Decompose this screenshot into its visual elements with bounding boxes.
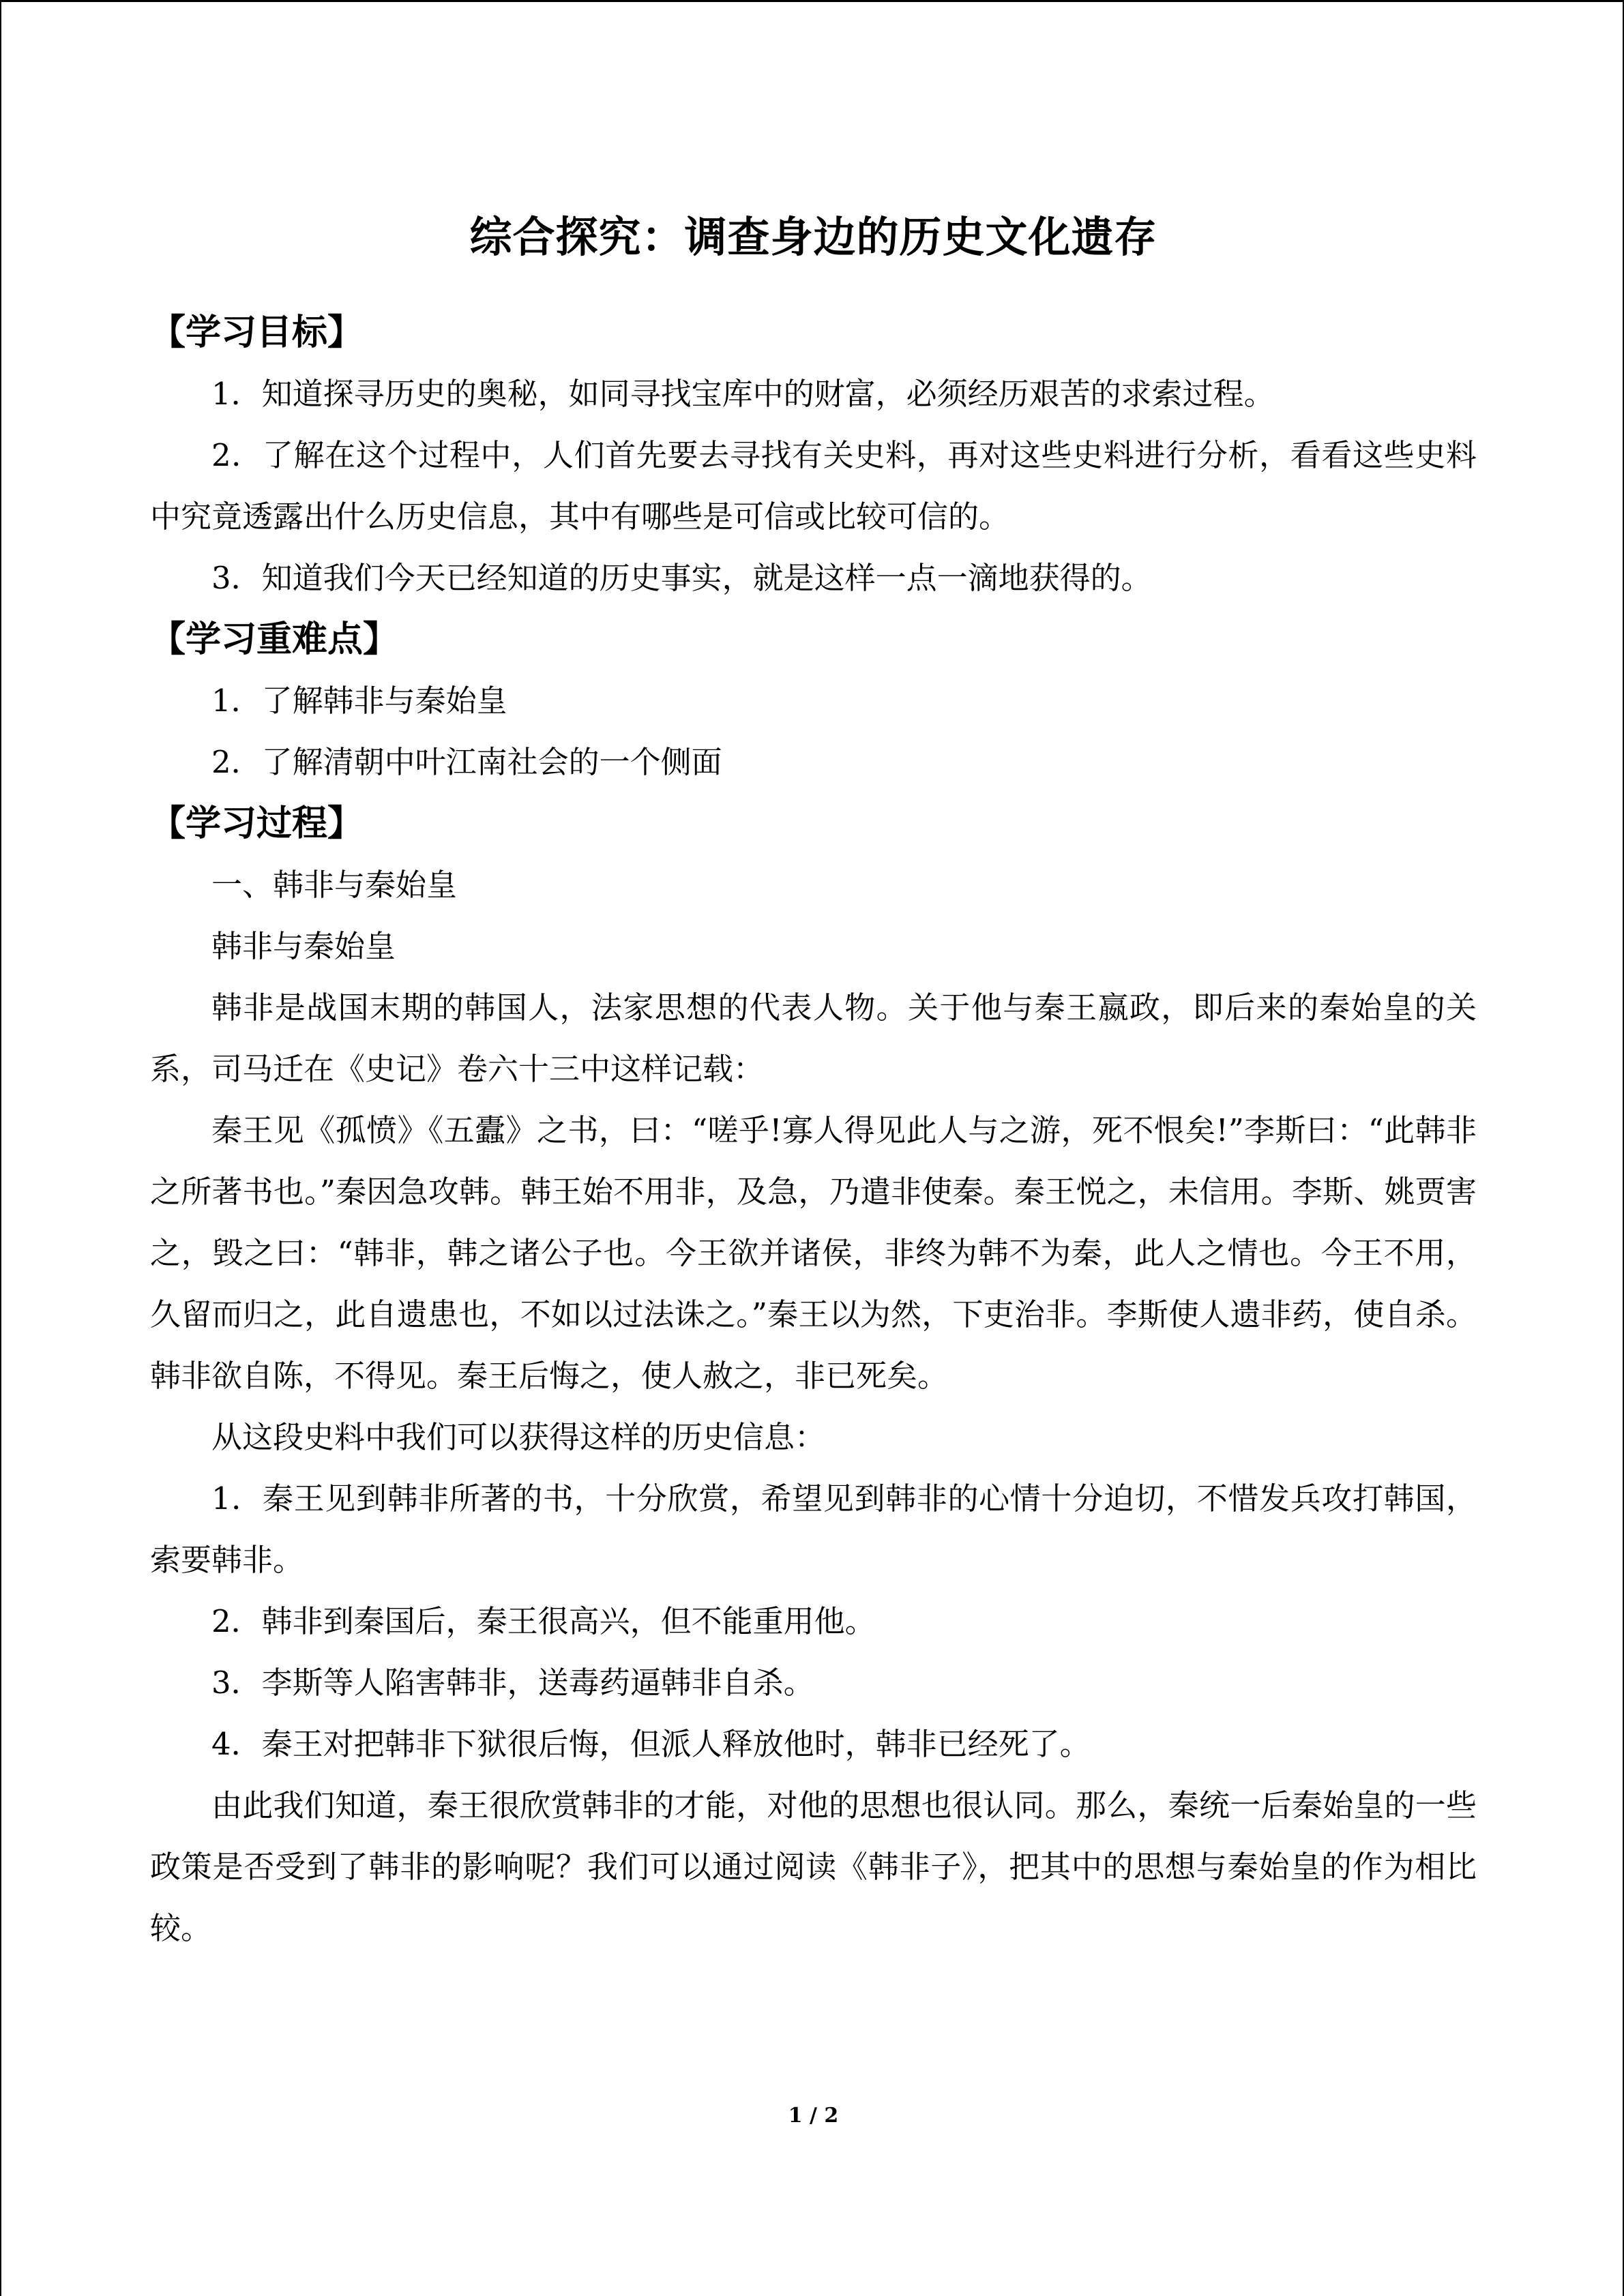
objective-item: 1．知道探寻历史的奥秘，如同寻找宝库中的财富，必须经历艰苦的求索过程。: [211, 376, 1275, 412]
conclusion-paragraph: 由此我们知道，秦王很欣赏韩非的才能，对他的思想也很认同。那么，秦统一后秦始皇的一些政策是否受到了韩非的影响呢？我们可以通过阅读《韩非子》，把其中的思想与秦始皇的作为相比较。: [150, 1787, 1477, 1946]
key-points-heading: 【学习重难点】: [150, 619, 399, 660]
objectives-heading: 【学习目标】: [150, 312, 364, 353]
objective-item: 2．了解在这个过程中，人们首先要去寻找有关史料，再对这些史料进行分析，看看这些史料中究竟透露出什么历史信息，其中有哪些是可信或比较可信的。: [150, 437, 1477, 535]
info-point: 2．韩非到秦国后，秦王很高兴，但不能重用他。: [211, 1603, 876, 1639]
document-body: [150, 302, 1477, 1959]
process-subtitle: 韩非与秦始皇: [211, 928, 396, 964]
process-heading: 【学习过程】: [150, 803, 364, 844]
process-subheading: 一、韩非与秦始皇: [211, 867, 458, 903]
intro-paragraph: 韩非是战国末期的韩国人，法家思想的代表人物。关于他与秦王嬴政，即后来的秦始皇的关系，司马迁在《史记》卷六十三中这样记载：: [150, 989, 1477, 1087]
info-point: 4．秦王对把韩非下狱很后悔，但派人释放他时，韩非已经死了。: [211, 1726, 1091, 1762]
info-point: 1．秦王见到韩非所著的书，十分欣赏，希望见到韩非的心情十分迫切，不惜发兵攻打韩国，索要韩非。: [150, 1480, 1477, 1578]
objective-item: 3．知道我们今天已经知道的历史事实，就是这样一点一滴地获得的。: [211, 560, 1152, 596]
page-title: 综合探究：调查身边的历史文化遗存: [469, 212, 1157, 262]
page-number: 1 / 2: [788, 2104, 839, 2128]
key-point-item: 2．了解清朝中叶江南社会的一个侧面: [211, 744, 722, 780]
lead-paragraph: 从这段史料中我们可以获得这样的历史信息：: [211, 1419, 826, 1455]
info-point: 3．李斯等人陷害韩非，送毒药逼韩非自杀。: [211, 1665, 814, 1701]
key-point-item: 1．了解韩非与秦始皇: [211, 683, 507, 719]
historical-quote: 秦王见《孤愤》《五蠹》之书，曰：“嗟乎!寡人得见此人与之游，死不恨矣!”李斯曰：“此韩非之所著书也。”秦因急攻韩。韩王始不用非，及急，乃遣非使秦。秦王悦之，未信用。李斯、姚贾害之，毁之曰：“韩非，韩之诸公子也。今王欲并诸侯，非终为韩不为秦，此人之情也。今王不用，久留而归之，此自遗患也，不如以过法诛之。”秦王以为然，下吏治非。李斯使人遗非药，使自杀。韩非欲自陈，不得见。秦王后悔之，使人赦之，非已死矣。: [150, 1112, 1477, 1394]
